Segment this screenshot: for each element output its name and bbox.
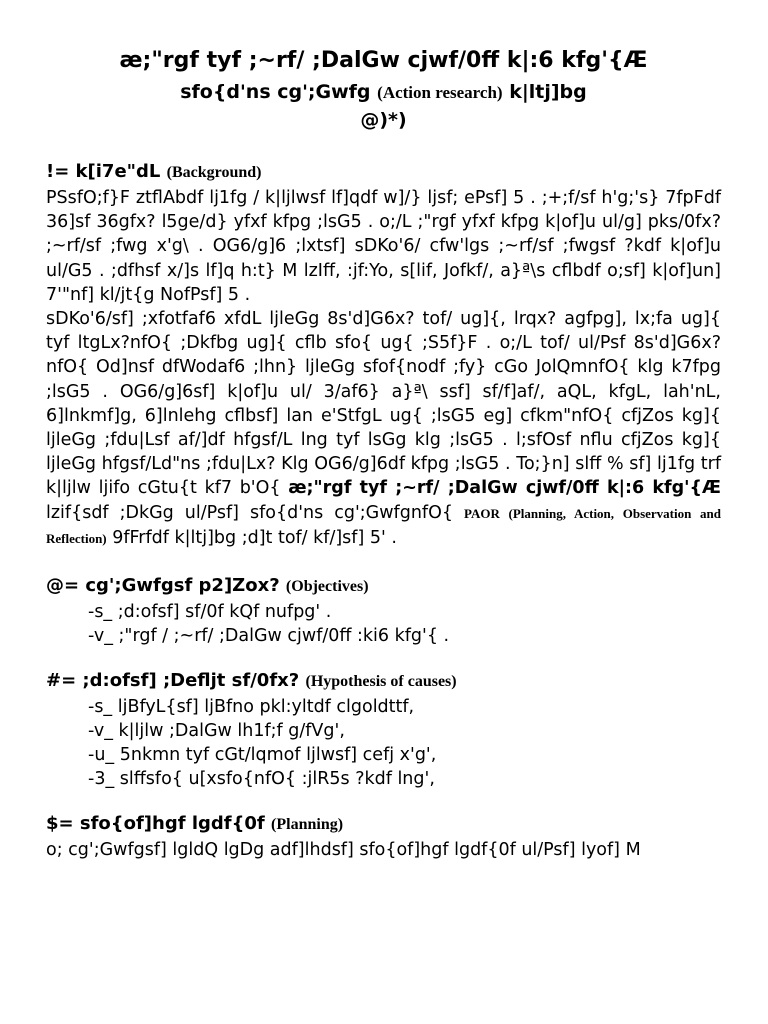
hypothesis-list bbox=[46, 695, 721, 791]
planning-paragraph: o; cg';Gwfgsf] lgldQ lgDg adf]lhdsf] sfo{of]hgf lgdf{0f ul/Psf] lyof] M bbox=[46, 840, 641, 861]
hypothesis-section bbox=[46, 668, 721, 791]
list-item: -s_ ljBfyL{sf] ljBfno pkl:yltdf clgoldttf, bbox=[88, 697, 415, 718]
background-section bbox=[46, 159, 721, 551]
hypothesis-heading-english: (Hypothesis of causes) bbox=[305, 673, 457, 691]
objectives-section bbox=[46, 573, 721, 648]
objectives-heading bbox=[46, 573, 721, 600]
title-line-2 bbox=[46, 78, 721, 107]
background-paragraph-2-text-a: sDKo'6/sf] ;xfotfaf6 xfdL ljleGg 8s'd]G6x? tof/ ug]{, lrqx? agfpg], lx;fa ug]{ tyf ltgLx?nfO{ ;Dkfbg ug]{ cflb sfo{ ug{ ;S5f}F . o;/L tof/ ul/Psf 8s'd]G6x?nfO{ Od]nsf dfWodaf6 ;lhn} ljleGg sfof{nodf ;fy} cGo JolQmnfO{ klg k7fpg ;lsG5 . OG6/g]6sf] k|of]u ul/ 3/af6} a}ª\ ssf] sf/f]af/, aQL, kfgL, lah'nL, 6]lnkmf]g, 6]lnlehg cflbsf] lan e'StfgL ug{ ;lsG5 eg] cfkm"nfO{ cfjZos kg]{ ljleGg ;fdu|Lsf af/]df hfgsf/L lng tyf lsGg klg ;lsG5 . l;sfOsf nflu cfjZos kg]{ ljleGg hfgsf/Ld"ns ;fdu|Lx? Klg OG6/g]6df kfpg ;lsG5 . To;}n] slff % sf] lj1fg trf k|ljlw ljifo cGtu{t kf7 b'O{ bbox=[46, 309, 721, 499]
objectives-heading-english: (Objectives) bbox=[285, 578, 369, 596]
background-paragraph-2-text-c: 9fFrfdf k|ltj]bg ;d]t tof/ kf/]sf] 5' . bbox=[106, 527, 397, 548]
hypothesis-heading bbox=[46, 668, 721, 695]
list-item: -3_ slffsfo{ u[xsfo{nfO{ :jlR5s ?kdf lng', bbox=[88, 769, 435, 790]
background-heading bbox=[46, 159, 721, 186]
background-paragraph-1: PSsfO;f}F ztflAbdf lj1fg / k|ljlwsf lf]qdf w]/} ljsf; ePsf] 5 . ;+;f/sf h'g;'s} 7fpFdf 36]sf 36gfx? l5ge/d} yfxf kfpg ;lsG5 . o;/L ;"rgf yfxf kfpg k|of]u ul/g] pks/0fx? ;~rf/sf ;fwg x'g\ . OG6/g]6 ;lxtsf] sDKo'6/ cfw'lgs ;~rf/sf ;fwgsf ?kdf k|of]u ul/G5 . ;dfhsf x/]s lf]q h:t} M lzIff, :jf:Yo, s[lif, Jofkf/, a}ª\s cflbdf o;sf] k|of]un] 7'"nf] kl/jt{g NofPsf] 5 . bbox=[46, 188, 721, 305]
background-paragraph-2-bold-title: æ;"rgf tyf ;~rf/ ;DalGw cjwf/0ff k|:6 kfg'{Æ bbox=[288, 478, 721, 499]
list-item: -u_ 5nkmn tyf cGt/lqmof ljlwsf] cefj x'g', bbox=[88, 745, 437, 766]
title-line-2-text: sfo{d'ns cg';Gwfg bbox=[180, 81, 378, 103]
planning-heading bbox=[46, 811, 721, 838]
hypothesis-heading-text: #= ;d:ofsf] ;Defljt sf/0fx? bbox=[46, 670, 306, 692]
background-paragraph-2-text-b: lzif{sdf ;DkGg ul/Psf] sfo{d'ns cg';GwfgnfO{ bbox=[46, 502, 464, 523]
planning-heading-english: (Planning) bbox=[271, 816, 344, 834]
list-item: -v_ k|ljlw ;DalGw lh1f;f g/fVg', bbox=[88, 721, 345, 742]
background-heading-text: != k[i7e"dL bbox=[46, 161, 167, 182]
document-title bbox=[46, 44, 721, 133]
title-line-2-english: (Action research) bbox=[377, 83, 503, 102]
title-line-2-suffix: k|ltj]bg bbox=[502, 81, 587, 103]
objectives-list bbox=[46, 600, 721, 648]
planning-section bbox=[46, 811, 721, 862]
list-item: -s_ ;d:ofsf] sf/0f kQf nufpg' . bbox=[88, 602, 332, 623]
background-heading-english: (Background) bbox=[166, 164, 262, 181]
objectives-heading-text: @= cg';Gwfgsf p2]Zox? bbox=[46, 575, 286, 597]
list-item: -v_ ;"rgf / ;~rf/ ;DalGw cjwf/0ff :ki6 kfg'{ . bbox=[88, 626, 450, 647]
background-paragraph-2 bbox=[46, 307, 721, 551]
background-paragraph-2-english: PAOR (Planning, Action, Observation and Reflection) bbox=[46, 505, 721, 546]
planning-heading-text: $= sfo{of]hgf lgdf{0f bbox=[46, 813, 272, 835]
title-line-1: æ;"rgf tyf ;~rf/ ;DalGw cjwf/0ff k|:6 kfg'{Æ bbox=[119, 48, 648, 73]
title-line-3: @)*) bbox=[360, 109, 407, 131]
